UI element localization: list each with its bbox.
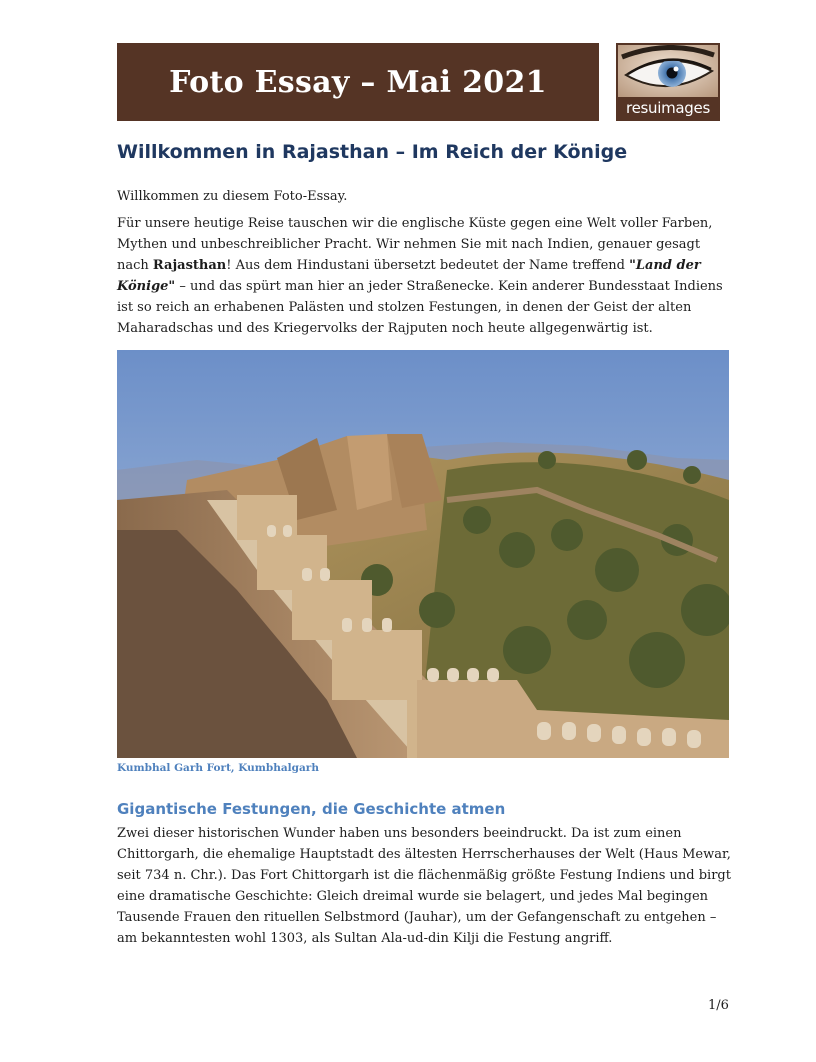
intro-paragraph: Willkommen zu diesem Foto-Essay. bbox=[117, 189, 348, 204]
body-text: Für unsere heutige Reise tauschen wir die englische Küste gegen eine Welt voller Farben, Mythen und unbeschreiblicher Pracht. Wir nehmen Sie mit nach Indien, genauer gesagt nach bbox=[117, 216, 713, 273]
body-text: ! Aus dem Hindustani übersetzt bedeutet der Name treffend bbox=[226, 258, 630, 273]
logo-wordmark: resuimages bbox=[618, 97, 718, 119]
intro-body-paragraph bbox=[117, 213, 732, 339]
highlight-rajasthan: Rajasthan bbox=[152, 258, 227, 273]
brand-logo bbox=[616, 43, 720, 121]
document-title: Foto Essay – Mai 2021 bbox=[169, 64, 547, 100]
body-text: – und das spürt man hier an jeder Straßenecke. Kein anderer Bundesstaat Indiens ist so reich an erhabenen Palästen und stolzen Festungen, in denen der Geist der alten Maharadschas und des Kriegervolks der Rajputen noch heute allgegenwärtig ist. bbox=[117, 279, 723, 336]
section-paragraph: Zwei dieser historischen Wunder haben uns besonders beeindruckt. Da ist zum einen Chittorgarh, die ehemalige Hauptstadt des ältesten Herrscherhauses der Welt (Haus Mewar, seit 734 n. Chr.). Das Fort Chittorgarh ist die flächenmäßig größte Festung Indiens und birgt eine dramatische Geschichte: Gleich dreimal wurde sie belagert, und jedes Mal begingen Tausende Frauen den rituellen Selbstmord (Jauhar), um der Gefangenschaft zu entgehen – am bekanntesten wohl 1303, als Sultan Ala-ud-din Kilji die Festung angriff. bbox=[117, 826, 731, 946]
photo-caption: Kumbhal Garh Fort, Kumbhalgarh bbox=[117, 762, 319, 774]
page-heading: Willkommen in Rajasthan – Im Reich der Könige bbox=[117, 141, 628, 163]
eye-icon bbox=[618, 45, 718, 101]
header-banner bbox=[117, 43, 599, 121]
page-number: 1/6 bbox=[708, 998, 729, 1013]
fort-photo bbox=[117, 350, 729, 758]
section-heading: Gigantische Festungen, die Geschichte atmen bbox=[117, 800, 506, 818]
quote-land-der-koenige: "Land der Könige" bbox=[117, 258, 701, 294]
